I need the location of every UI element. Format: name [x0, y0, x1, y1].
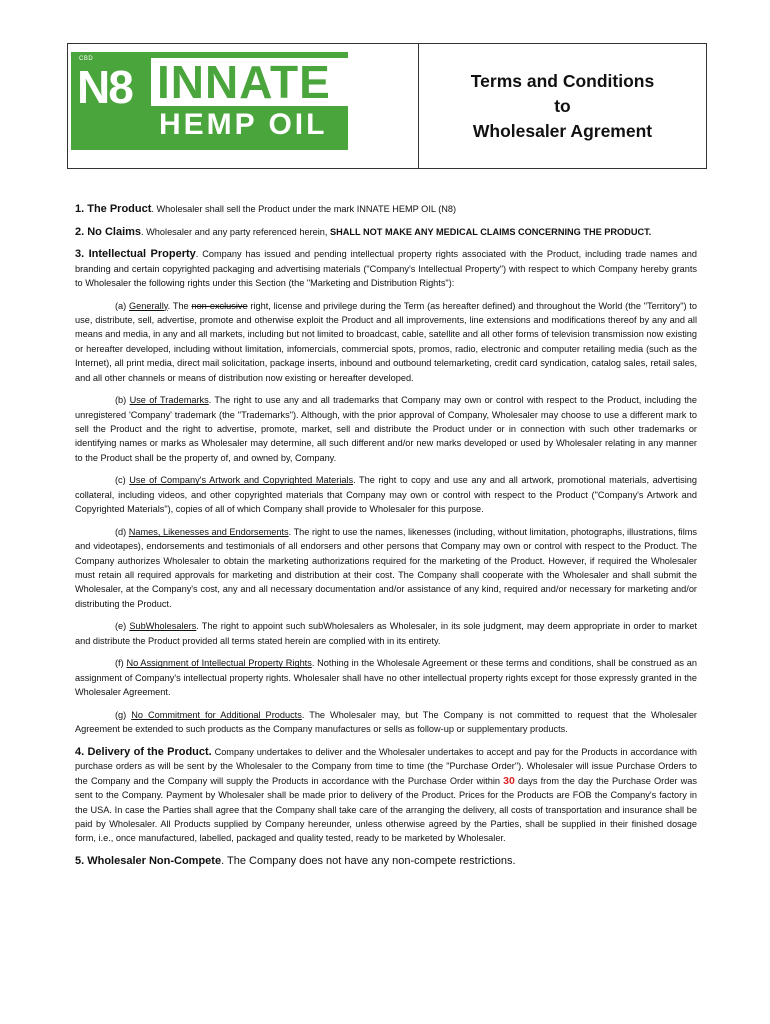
- section-3g-label: No Commitment for Additional Products: [131, 709, 302, 720]
- section-3f-label: No Assignment of Intellectual Property Rights: [126, 658, 312, 669]
- document-body: [75, 202, 697, 877]
- section-2-bold-text: SHALL NOT MAKE ANY MEDICAL CLAIMS CONCERNING THE PRODUCT.: [330, 226, 652, 237]
- section-3f-no-assignment: [75, 656, 697, 699]
- section-3a-struck-text: non-exclusive: [191, 300, 248, 311]
- section-4-days-value: 30: [503, 774, 515, 787]
- section-3b-text: . The right to use any and all trademarks that Company may own or control with respect to the Product, including the unregistered 'Company' trademark (the "Trademarks"). Although, with the prior approval of Company, Wholesaler may choose to use a different mark to sell the Product and the right to advertise, promote, market, sell and distribute the Product under or in connection with such other trademarks or identifying names or marks as Wholesaler may determine, all such different and/or new marks developed or used by Wholesaler relating in any manner to the Product shall be the property of, and owned by, Company.: [75, 395, 698, 463]
- section-3e-prefix: (e): [115, 621, 130, 632]
- section-3-text: . Company has issued and pending intellectual property rights associated with the Product, including trade names and branding and certain copyrighted packaging and advertising materials ("Company's Intellectual Property") with respect to which Company hereby grants to Wholesaler the following rights under this Section (the "Marketing and Distribution Rights"):: [75, 249, 698, 288]
- section-3g-text: . The Wholesaler may, but The Company is not committed to request that the Wholesaler Agreement be extended to such products as the Company manufactures or sells as follow-up or supplementary products.: [75, 709, 697, 735]
- title-line-3: Wholesaler Agrement: [472, 120, 653, 141]
- section-3b-trademarks: [75, 393, 697, 465]
- section-2-no-claims: [75, 225, 697, 239]
- title-line-1: Terms and Conditions: [470, 70, 655, 91]
- section-1-product: [75, 202, 697, 216]
- title-line-2: to: [554, 95, 571, 116]
- section-5-label: 5. Wholesaler Non-Compete: [75, 854, 222, 867]
- section-1-text: . Wholesaler shall sell the Product under the mark INNATE HEMP OIL (N8): [151, 204, 457, 214]
- section-3e-text: . The right to appoint such subWholesalers as Wholesaler, in its sole judgment, may deem appropriate in order to market and distribute the Product provided all terms stated herein are complied with in its entirety.: [75, 621, 697, 646]
- logo-innate-text: INNATE: [151, 58, 371, 106]
- section-3c-label: Use of Company's Artwork and Copyrighted Materials: [129, 475, 354, 486]
- section-5-non-compete: [75, 854, 697, 868]
- section-3b-prefix: (b): [115, 395, 130, 406]
- section-3a-generally: [75, 299, 697, 385]
- section-3a-prefix: (a): [115, 300, 130, 311]
- section-3d-label: Names, Likenesses and Endorsements: [128, 526, 289, 537]
- section-3f-prefix: (f): [115, 658, 127, 669]
- section-3e-label: SubWholesalers: [129, 621, 197, 632]
- document-title: [471, 69, 654, 144]
- section-3a-mid: . The: [167, 300, 192, 311]
- logo-cbd-text: CBD: [79, 56, 94, 62]
- section-3f-text: . Nothing in the Wholesale Agreement or these terms and conditions, shall be construed as an assignment of Company's intellectual property rights. Wholesaler shall have no other intellectual property rights except for those expressly granted in the Wholesaler Agreement.: [75, 658, 697, 698]
- section-3-label: 3. Intellectual Property: [75, 248, 196, 261]
- section-3a-text: right, license and privilege during the Term (as hereafter defined) and throughout the World (the "Territory") to use, distribute, sell, advertise, promote and otherwise exploit the Product and all improvements, line extensions and modifications thereof by any and all means and media, in any and all markets, including but not limited to broadcast, cable, satellite and all other forms of television transmission now existing or hereafter developed, including without limitation, infomercials, commercial spots, promos, radio, electronic and computer retailing media (such as the Internet), all print media, direct mail solicitation, package inserts, inbound and outbound telemarketing, credit card syndication, catalog sales, retail sales, and all other channels or means of distribution now existing or hereafter developed.: [75, 300, 698, 383]
- section-3c-prefix: (c): [115, 475, 130, 486]
- section-3b-label: Use of Trademarks: [129, 395, 209, 406]
- logo-n8-text: N8: [77, 61, 132, 113]
- section-3c-artwork: [75, 473, 697, 516]
- section-4-label: 4. Delivery of the Product.: [75, 745, 212, 758]
- section-3g-no-commitment: [75, 708, 697, 737]
- section-2-label: 2. No Claims: [75, 225, 142, 238]
- section-2-text: . Wholesaler and any party referenced herein,: [141, 226, 330, 237]
- section-3g-prefix: (g): [115, 709, 132, 720]
- section-4-text-2: days from the day the Purchase Order was sent to the Company. Payment by Wholesaler shall be made prior to delivery of the Product. Prices for the Products are FOB the Company's factory in the USA. In case the Parties shall agree that the Company shall take care of the arranging the delivery, all costs of transportation and insurance shall be paid by Wholesaler. All Products supplied by Company hereunder, unless otherwise agreed by the Parties, shall be supplied in their finished dosage form, i.e., once manufactured, labelled, packaged and quality tested, ready to be marketed by Wholesaler.: [75, 775, 697, 844]
- title-cell: [419, 44, 706, 168]
- section-3c-text: . The right to copy and use any and all artwork, promotional materials, advertising collateral, including videos, and other copyrighted materials that Company may own or control with respect to the Product ("Company's Artwork and Copyrighted Materials"), copies of all of which Company shall provide to Wholesaler for this purpose.: [75, 475, 698, 515]
- section-3d-prefix: (d): [115, 526, 129, 537]
- section-3d-names-likenesses: [75, 525, 697, 611]
- logo-cell: [68, 44, 419, 168]
- section-4-text-1: Company undertakes to deliver and the Wholesaler undertakes to accept and pay for the Products in accordance with purchase orders as will be sent by the Wholesaler to the Company from time to time (the "Purchase Order"). Wholesaler will issue Purchase Orders to the Company and the Company will supply the Products in accordance with the Purchase Order within: [75, 746, 698, 786]
- section-3d-text: . The right to use the names, likenesses (including, without limitation, photographs, illustrations, films and videotapes), endorsements and testimonials of all endorsers and other persons that Company may own or control with respect to the Product. The Company authorizes Wholesaler to obtain the marketing authorizations required for the marketing of the Product. However, if required the Wholesaler must retain all required approvals for marketing and distribution at their cost. The Company shall cooperate with the Wholesaler and shall submit the Wholesaler, at the Company's cost, any and all necessary documentation and/or assistance of any kind, required and/or necessary for marketing and/or distributing the Product.: [75, 526, 697, 609]
- section-3-intellectual-property: [75, 247, 697, 290]
- logo-hemp-oil-text: HEMP OIL: [159, 108, 328, 141]
- section-3a-label: Generally: [129, 300, 168, 311]
- section-1-label: 1. The Product: [75, 203, 152, 215]
- section-5-text: . The Company does not have any non-compete restrictions.: [221, 854, 516, 867]
- document-header: [67, 43, 707, 169]
- company-logo: [71, 52, 348, 150]
- section-4-delivery: [75, 745, 697, 846]
- section-3e-subwholesalers: [75, 619, 697, 648]
